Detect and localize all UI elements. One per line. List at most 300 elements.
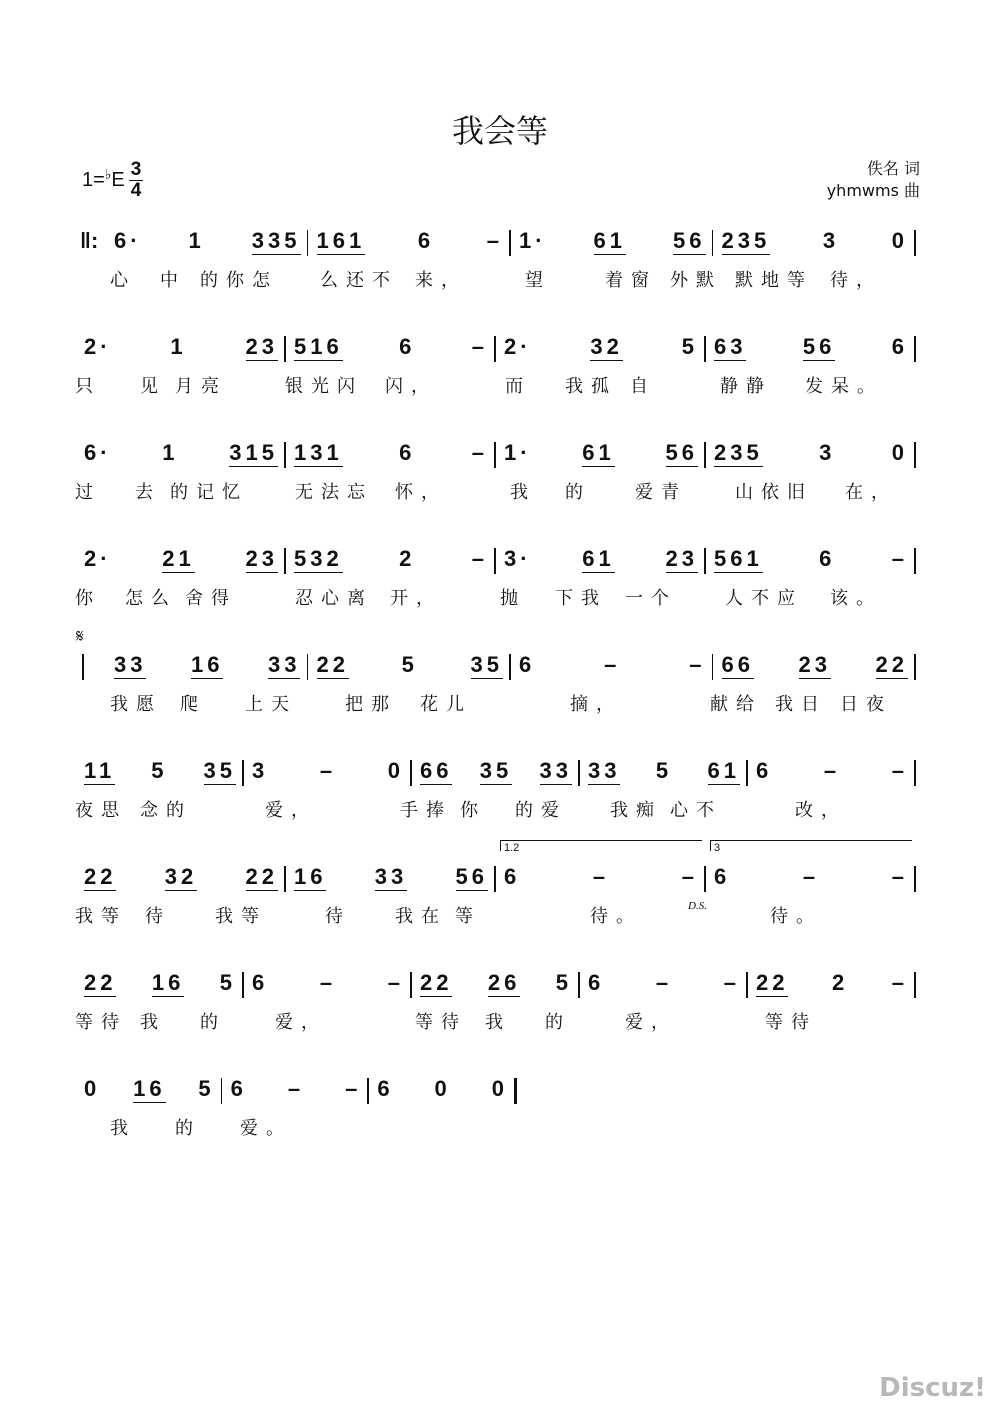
key-signature [82,160,143,201]
barline [578,760,580,786]
barline [704,866,706,892]
note-group: 561 [714,546,763,571]
measure [317,228,504,255]
lyric-word: 待。 [590,906,642,927]
measure [231,1076,362,1102]
note-group: 61 [593,228,627,253]
barline [746,972,748,998]
barline [82,654,84,680]
lyric-word: 献给 [710,694,762,715]
lyric-word: 上天 [245,694,297,715]
note-group: 16 [294,864,327,889]
note-group: – [387,970,404,995]
note-group: 131 [294,440,343,465]
score-system-4 [70,540,930,630]
note-group: 22 [756,970,789,995]
barline [410,972,412,998]
lyric-word: 我 [510,482,536,503]
note-group: 23 [798,652,831,677]
measure [756,758,908,784]
note-group: 0 [491,1076,508,1101]
lyric-word: 待 [325,906,351,927]
lyric-word: 山依旧 [735,482,813,503]
note-group: 6 [252,970,269,995]
note-group: 6 [519,652,536,677]
note-group: – [655,970,673,995]
measure [714,864,908,890]
key-prefix: 1= [82,169,105,191]
measure [252,758,404,784]
measure [294,864,488,891]
note-group: 35 [203,758,236,783]
lyric-word: 着窗 [605,270,657,291]
note-group: – [471,440,488,465]
lyric-word: 望 [525,270,551,291]
lyricist-credit: 佚名 词 [866,159,920,178]
barline [494,866,496,892]
note-group: 16 [191,652,224,677]
measure [114,228,301,255]
note-group: – [345,1076,362,1101]
note-group: 32 [164,864,198,889]
lyric-word: 来， [415,270,467,291]
note-group: 3 [822,228,840,253]
note-group: 22 [316,652,349,677]
barline [307,230,309,256]
measure [420,970,572,997]
measure [84,546,278,573]
note-group: 56 [665,440,698,465]
measure [84,1076,215,1103]
watermark: Discuz! [879,1373,986,1403]
lyric-word: 下我 [555,588,607,609]
note-group: 0 [891,228,908,253]
note-group: 1· [504,440,532,465]
notation-line [70,752,930,792]
note-group: – [486,228,503,253]
note-group: 2· [504,334,532,359]
measure [84,758,236,785]
dal-segno-marking: D.S. [688,900,707,912]
note-group: 3· [504,546,532,571]
note-group: 1 [188,228,205,253]
note-group: 6 [230,1076,247,1101]
lyric-word: 的 [200,1012,226,1033]
lyric-word: 改， [795,800,847,821]
lyric-word: 而 [505,376,531,397]
note-group: – [823,758,841,783]
lyric-word: 去 [135,482,161,503]
barline [704,336,706,362]
measure [84,334,278,361]
note-group: 56 [802,334,836,359]
note-group: 11 [84,758,116,783]
note-group: – [592,864,610,889]
note-group: – [471,334,488,359]
barline [578,972,580,998]
note-group: 6 [399,334,416,359]
lyric-word: 等待 [415,1012,467,1033]
lyric-word: 的 [565,482,591,503]
barline [914,442,916,468]
lyric-word: 把那 [345,694,397,715]
final-barline [514,1078,517,1104]
score-system-8 [70,964,930,1054]
lyric-word: 发呆。 [805,376,883,397]
note-group: – [891,758,908,783]
note-group: 3 [252,758,269,783]
lyric-word: 爱青 [635,482,687,503]
lyrics-line [70,584,930,614]
note-group: 66 [420,758,453,783]
note-group: 1 [170,334,187,359]
note-group: 61 [582,546,615,571]
measure [377,1076,508,1102]
note-group: 22 [84,970,117,995]
note-group: 6 [756,758,773,783]
measure [317,652,504,679]
lyric-word: 我 [140,1012,166,1033]
measure [504,440,698,467]
lyric-word: 日夜 [840,694,892,715]
note-group: 6· [114,228,142,253]
lyric-word: 爱， [625,1012,677,1033]
measure [84,440,278,467]
time-signature [129,160,144,201]
lyric-word: 等 [455,906,481,927]
note-group: 33 [374,864,408,889]
score-system-5 [70,626,930,736]
composer-credit: yhmwms 曲 [826,181,920,200]
barline [509,654,511,680]
lyric-word: 月亮 [175,376,227,397]
measure [722,228,909,255]
measure [714,546,908,573]
note-group: – [319,758,337,783]
note-group: – [891,864,908,889]
measure [294,334,488,361]
notation-line [70,540,930,580]
barline [914,336,916,362]
note-group: 6 [417,228,435,253]
note-group: 22 [875,652,908,677]
barline [712,230,714,256]
note-group: – [689,652,706,677]
note-group: 23 [245,334,278,359]
measure [714,334,908,361]
note-group: 5 [655,758,673,783]
barline [410,760,412,786]
note-group: 33 [539,758,572,783]
note-group: 35 [470,652,503,677]
barline [914,230,916,256]
barline [704,442,706,468]
barline [509,230,511,256]
note-group: 61 [582,440,615,465]
lyric-word: 忍心离 [295,588,373,609]
note-group: 1 [162,440,179,465]
lyric-word: 怀， [395,482,447,503]
lyrics-line [70,1114,930,1144]
segno-sign: 𝄋 [76,626,84,647]
lyric-word: 自 [630,376,656,397]
lyrics-line [70,266,930,296]
notation-line [70,646,930,686]
note-group: 6 [714,864,731,889]
note-group: 6 [819,546,836,571]
note-group: 3 [819,440,836,465]
note-group: 0 [387,758,404,783]
measure [420,758,572,785]
lyric-word: 我 [110,1118,136,1139]
barline [284,442,286,468]
measure [252,970,404,996]
note-group: 22 [420,970,453,995]
note-group: – [471,546,488,571]
lyric-word: 抛 [500,588,526,609]
note-group: 33 [588,758,621,783]
lyric-word: 闪， [385,376,437,397]
note-group: 516 [294,334,343,359]
notation-line [70,964,930,1004]
note-group: 5 [219,970,236,995]
note-group: – [287,1076,305,1101]
note-group: 5 [198,1076,215,1101]
note-group: – [723,970,740,995]
note-group: – [681,864,698,889]
note-group: 6 [377,1076,394,1101]
measure [114,652,301,679]
score-system-6 [70,752,930,842]
note-group: 26 [487,970,521,995]
score-system-2 [70,328,930,418]
measure [519,228,706,255]
lyric-word: 心不 [670,800,722,821]
note-group: 16 [133,1076,166,1101]
lyric-word: 我等 [75,906,127,927]
lyric-word: 见 [140,376,166,397]
lyric-word: 心 [110,270,136,291]
notation-line [70,222,930,262]
flat-sign: ♭ [104,166,112,182]
lyric-word: 夜思 [75,800,127,821]
note-group: 5 [401,652,418,677]
note-group: 2· [84,334,112,359]
lyric-word: 待 [145,906,171,927]
barline [914,760,916,786]
lyric-word: 只 [75,376,101,397]
measure [294,546,488,573]
note-group: 63 [714,334,747,359]
lyrics-line [70,1008,930,1038]
notation-line [70,434,930,474]
barline [494,548,496,574]
barline [494,336,496,362]
lyric-word: 默地等 [735,270,813,291]
measure [294,440,488,467]
note-group: 2· [84,546,112,571]
score-system-3 [70,434,930,524]
note-group: – [604,652,621,677]
lyric-word: 爱， [275,1012,327,1033]
lyric-word: 在， [845,482,897,503]
notation-line [70,858,930,898]
lyric-word: 静静 [720,376,772,397]
lyric-word: 我日 [775,694,827,715]
note-group: 56 [673,228,706,253]
note-group: 6· [84,440,112,465]
lyric-word: 的爱 [515,800,567,821]
note-group: 315 [229,440,278,465]
note-group: 1· [519,228,547,253]
note-group: 0 [434,1076,451,1101]
lyric-word: 人不应 [725,588,803,609]
lyric-word: 手捧 [400,800,452,821]
lyric-word: 的你怎 [200,270,278,291]
note-group: 61 [707,758,740,783]
barline [284,548,286,574]
lyric-word: 花儿 [420,694,472,715]
measure [722,652,909,679]
note-group: 35 [479,758,513,783]
lyric-word: 等待 [75,1012,127,1033]
barline [914,972,916,998]
note-group: 22 [84,864,117,889]
lyric-word: 你 [460,800,486,821]
lyric-word: 么还不 [320,270,398,291]
note-group: – [319,970,337,995]
note-group: 235 [714,440,763,465]
note-group: – [891,546,908,571]
barline [242,760,244,786]
score-system-1 [70,222,930,312]
barline [242,972,244,998]
lyric-word: 我痴 [610,800,662,821]
barline [746,760,748,786]
note-group: 0 [891,440,908,465]
lyric-word: 中 [160,270,186,291]
barline [914,548,916,574]
note-group: 161 [316,228,366,253]
note-group: 5 [151,758,168,783]
note-group: 532 [294,546,343,571]
lyric-word: 外默 [670,270,722,291]
lyric-word: 待， [830,270,882,291]
note-group: 5 [681,334,698,359]
note-group: 33 [114,652,147,677]
note-group: 22 [245,864,278,889]
page-title: 我会等 [451,112,548,150]
lyric-word: 爱， [265,800,317,821]
lyric-word: 我在 [395,906,447,927]
lyric-word: 我 [485,1012,511,1033]
lyric-word: 无法忘 [295,482,373,503]
lyric-word: 我等 [215,906,267,927]
barline [307,654,309,680]
notation-line [70,328,930,368]
lyric-word: 念的 [140,800,192,821]
lyric-word: 一个 [625,588,677,609]
note-group: 56 [455,864,488,889]
measure [504,546,698,573]
notation-line [70,1070,930,1110]
note-group: – [891,970,908,995]
lyrics-line [70,372,930,402]
measure [84,864,278,891]
barline [494,442,496,468]
note-group: 32 [590,334,623,359]
barline [712,654,714,680]
note-group: 2 [399,546,416,571]
note-group: 6 [891,334,908,359]
lyrics-line [70,690,930,720]
lyric-word: 过 [75,482,101,503]
score-system-9 [70,1070,930,1160]
lyric-word: 你 [75,588,101,609]
note-group: 6 [588,970,605,995]
lyric-word: 该。 [830,588,882,609]
lyric-word: 摘， [570,694,622,715]
lyric-word: 待。 [770,906,822,927]
measure [588,970,740,996]
lyric-word: 等待 [765,1012,817,1033]
key-tonic: E [111,169,125,191]
measure [588,758,740,785]
note-group: 23 [665,546,698,571]
lyric-word: 爱。 [240,1118,292,1139]
note-group: 335 [251,228,301,253]
note-group: 6 [399,440,416,465]
lyric-word: 我孤 [565,376,617,397]
measure [714,440,908,467]
barline [284,866,286,892]
lyric-word: 舍得 [185,588,237,609]
note-group: – [802,864,820,889]
note-group: 33 [268,652,301,677]
lyric-word: 爬 [180,694,206,715]
measure [519,652,706,678]
lyric-word: 怎么 [125,588,177,609]
lyrics-line [70,902,930,932]
measure [504,334,698,361]
note-group: 16 [151,970,185,995]
lyric-word: 的 [545,1012,571,1033]
volta-first-ending: 1.2 [500,840,702,851]
note-group: 5 [555,970,572,995]
note-group: 235 [721,228,771,253]
note-group: 66 [721,652,754,677]
time-top: 3 [130,159,142,180]
time-bottom: 4 [130,180,142,201]
barline [704,548,706,574]
note-group: 0 [84,1076,101,1101]
barline [221,1078,223,1104]
repeat-start-sign: ‖: [80,228,99,253]
volta-second-ending: 3 [710,840,912,851]
barline [914,654,916,680]
measure [84,970,236,997]
barline [284,336,286,362]
lyric-word: 的记忆 [170,482,248,503]
lyrics-line [70,796,930,826]
barline [367,1078,369,1104]
lyrics-line [70,478,930,508]
note-group: 6 [504,864,521,889]
lyric-word: 的 [175,1118,201,1139]
lyric-word: 银光闪 [285,376,363,397]
lyric-word: 我愿 [110,694,162,715]
note-group: 2 [831,970,849,995]
